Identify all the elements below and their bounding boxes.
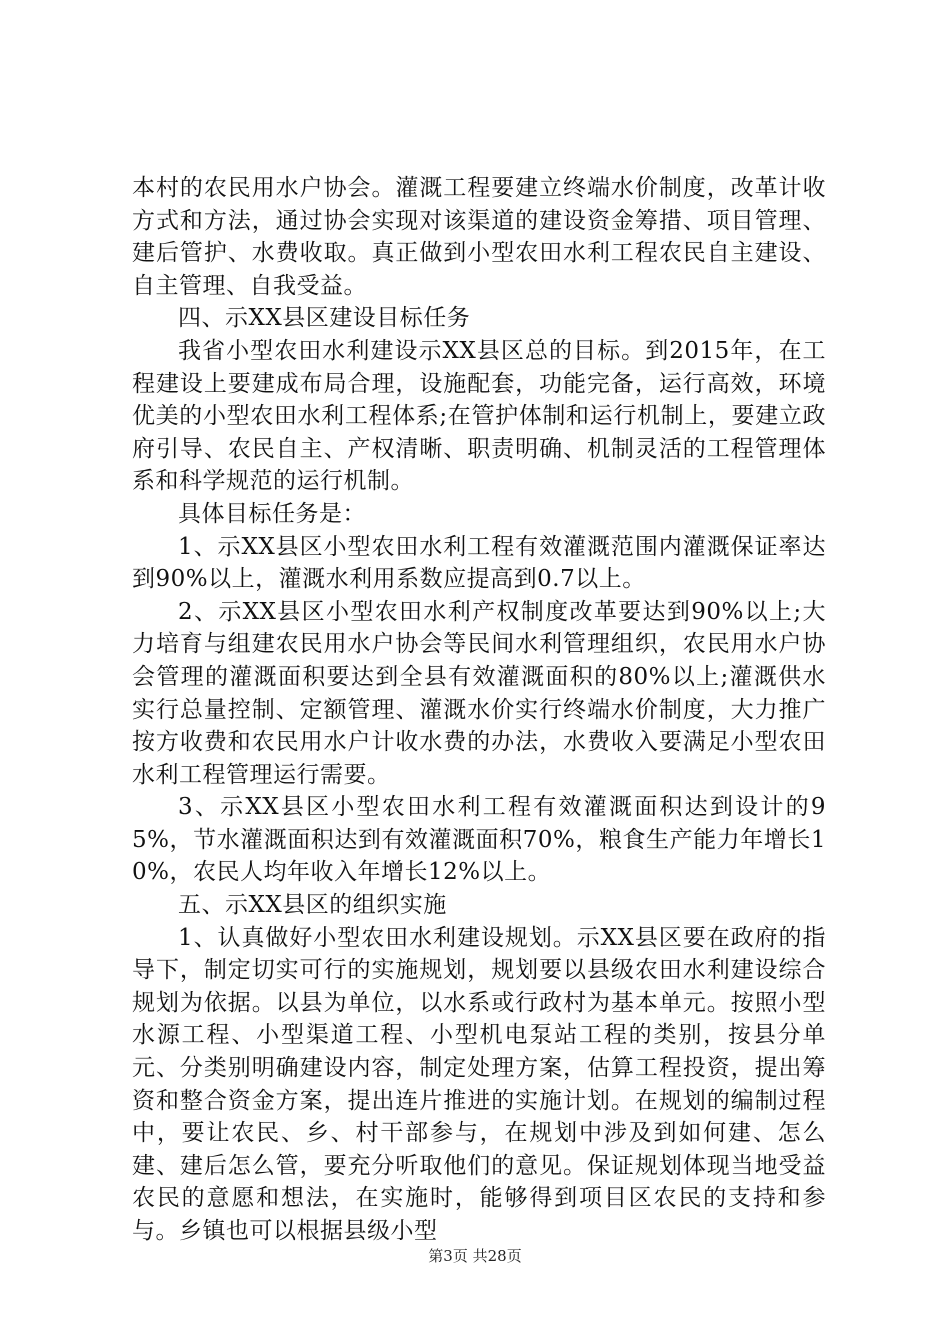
section-heading-4: 四、示XX县区建设目标任务 [178, 305, 471, 332]
section-heading-5: 五、示XX县区的组织实施 [178, 892, 447, 919]
page-footer: 第3页 共28页 [428, 1247, 522, 1265]
paragraph-4: 具体目标任务是： [178, 500, 366, 527]
paragraph-5: 1、示XX县区小型农田水利工程有效灌溉范围内灌溉保证率达到90%以上，灌溉水利用系数应提高到0.7以上。 [132, 533, 826, 593]
paragraph-9: 1、认真做好小型农田水利建设规划。示XX县区要在政府的指导下，制定切实可行的实施规划，规划要以县级农田水利建设综合规划为依据。以县为单位，以水系或行政村为基本单元。按照小型水源工程、小型渠道工程、小型机电泵站工程的类别，按县分单元、分类别明确建设内容，制定处理方案，估算工程投资，提出筹资和整合资金方案，提出连片推进的实施计划。在规划的编制过程中，要让农民、乡、村干部参与，在规划中涉及到如何建、怎么建、建后怎么管，要充分听取他们的意见。保证规划体现当地受益农民的意愿和想法，在实施时，能够得到项目区农民的支持和参与。乡镇也可以根据县级小型 [132, 924, 826, 1244]
paragraph-3: 我省小型农田水利建设示XX县区总的目标。到2015年，在工程建设上要建成布局合理，设施配套，功能完备，运行高效，环境优美的小型农田水利工程体系;在管护体制和运行机制上，要建立政府引导、农民自主、产权清晰、职责明确、机制灵活的工程管理体系和科学规范的运行机制。 [132, 337, 826, 495]
paragraph-6: 2、示XX县区小型农田水利产权制度改革要达到90%以上;大力培育与组建农民用水户协会等民间水利管理组织，农民用水户协会管理的灌溉面积要达到全县有效灌溉面积的80%以上;灌溉供水实行总量控制、定额管理、灌溉水价实行终端水价制度，大力推广按方收费和农民用水户计收水费的办法，水费收入要满足小型农田水利工程管理运行需要。 [132, 598, 826, 788]
document-body [132, 172, 826, 1248]
paragraph-7: 3、示XX县区小型农田水利工程有效灌溉面积达到设计的95%，节水灌溉面积达到有效灌溉面积70%，粮食生产能力年增长10%，农民人均年收入年增长12%以上。 [132, 794, 826, 886]
paragraph-1: 本村的农民用水户协会。灌溉工程要建立终端水价制度，改革计收方式和方法，通过协会实现对该渠道的建设资金筹措、项目管理、建后管护、水费收取。真正做到小型农田水利工程农民自主建设、自主管理、自我受益。 [132, 175, 826, 299]
